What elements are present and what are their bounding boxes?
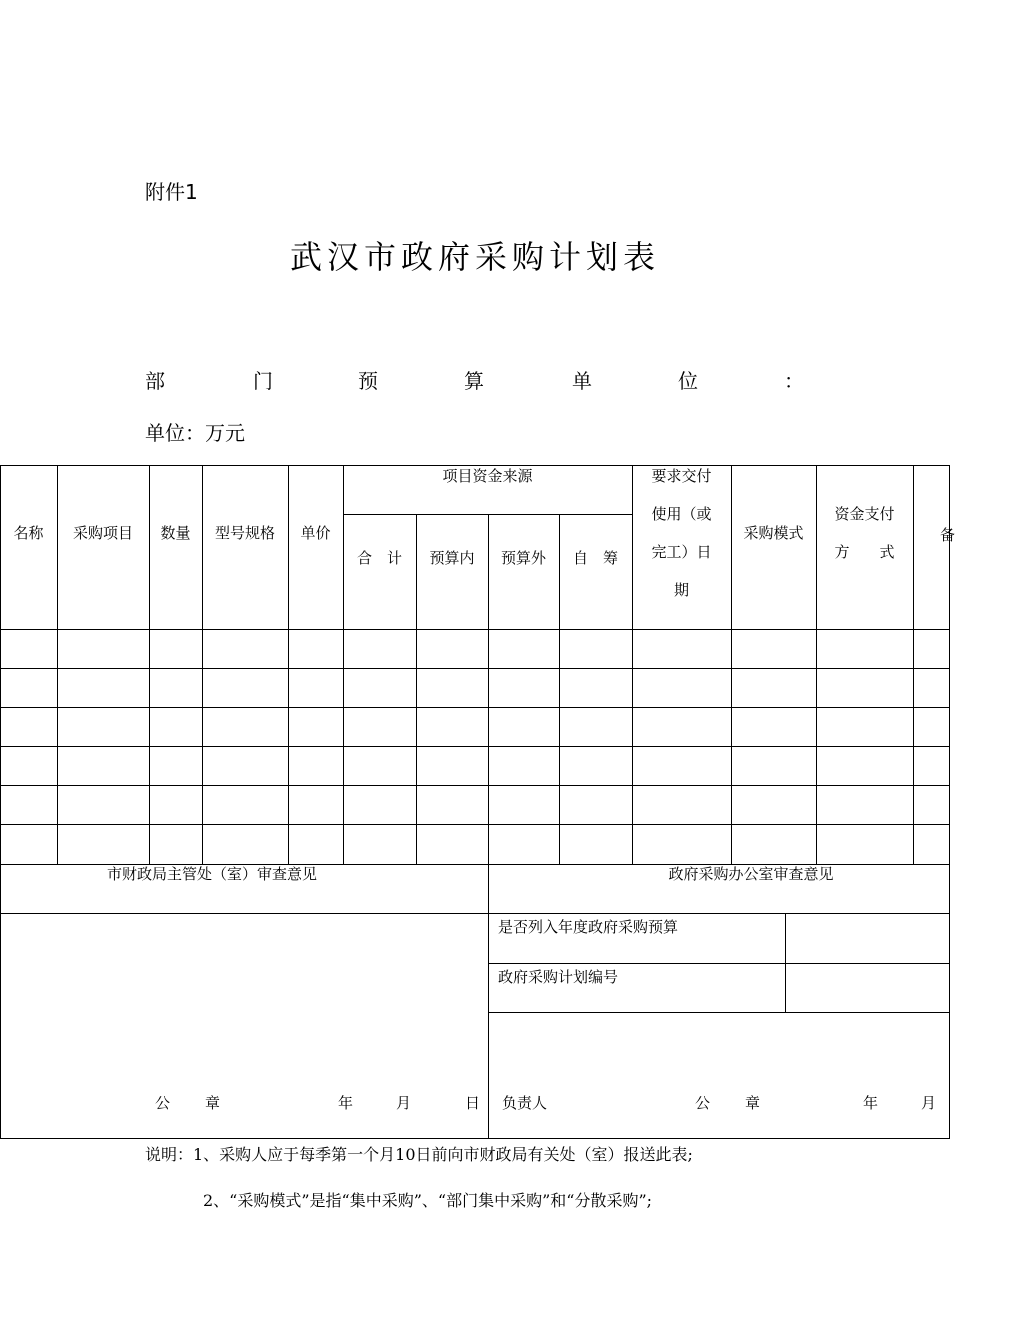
dept-label-char: ： <box>784 369 804 393</box>
header-spec: 型号规格 <box>214 524 275 542</box>
left-year: 年 <box>338 1094 354 1112</box>
left-seal-char: 章 <box>205 1094 221 1112</box>
right-seal-char: 公 <box>695 1094 711 1112</box>
right-seal-char: 章 <box>745 1094 761 1112</box>
left-month: 月 <box>396 1094 412 1112</box>
office-review-title: 政府采购办公室审查意见 <box>668 865 834 883</box>
document-title: 武汉市政府采购计划表 <box>289 238 660 276</box>
right-year: 年 <box>863 1094 879 1112</box>
dept-label-char: 单 <box>572 369 592 393</box>
header-delivery-line: 使用（或 <box>651 505 712 523</box>
header-price: 单价 <box>300 524 331 542</box>
header-mode: 采购模式 <box>743 524 804 542</box>
header-item: 采购项目 <box>72 524 133 542</box>
header-total: 合 计 <box>356 549 402 567</box>
header-delivery-line: 要求交付 <box>651 467 712 485</box>
in-budget-question: 是否列入年度政府采购预算 <box>498 918 679 936</box>
dept-label-char: 算 <box>464 369 484 393</box>
header-pay-line: 方 式 <box>834 543 895 561</box>
header-delivery-line: 完工）日 <box>651 543 712 561</box>
header-pay-line: 资金支付 <box>834 505 895 523</box>
left-seal-char: 公 <box>155 1094 171 1112</box>
left-day: 日 <box>465 1094 481 1112</box>
note-line: 说明：1、采购人应于每季第一个月10日前向市财政局有关处（室）报送此表; <box>145 1145 693 1164</box>
header-in-budget: 预算内 <box>429 549 475 567</box>
header-delivery-line: 期 <box>673 581 689 599</box>
dept-label-char: 位 <box>678 369 698 393</box>
right-month: 月 <box>921 1094 937 1112</box>
header-qty: 数量 <box>160 524 191 542</box>
finance-review-title: 市财政局主管处（室）审查意见 <box>106 865 317 883</box>
header-fund-source: 项目资金来源 <box>442 467 533 485</box>
header-out-budget: 预算外 <box>500 549 546 567</box>
header-remark: 备 <box>940 526 956 544</box>
plan-number-label: 政府采购计划编号 <box>498 968 619 986</box>
unit-label: 单位：万元 <box>145 421 245 445</box>
header-name: 名称 <box>13 524 44 542</box>
dept-label-char: 门 <box>253 369 273 393</box>
dept-label-char: 预 <box>358 369 378 393</box>
dept-label-char: 部 <box>145 369 165 393</box>
attachment-label: 附件1 <box>145 180 198 204</box>
right-person: 负责人 <box>502 1094 548 1112</box>
header-self: 自 筹 <box>572 549 618 567</box>
note-line: 2、“采购模式”是指“集中采购”、“部门集中采购”和“分散采购”; <box>203 1191 653 1210</box>
